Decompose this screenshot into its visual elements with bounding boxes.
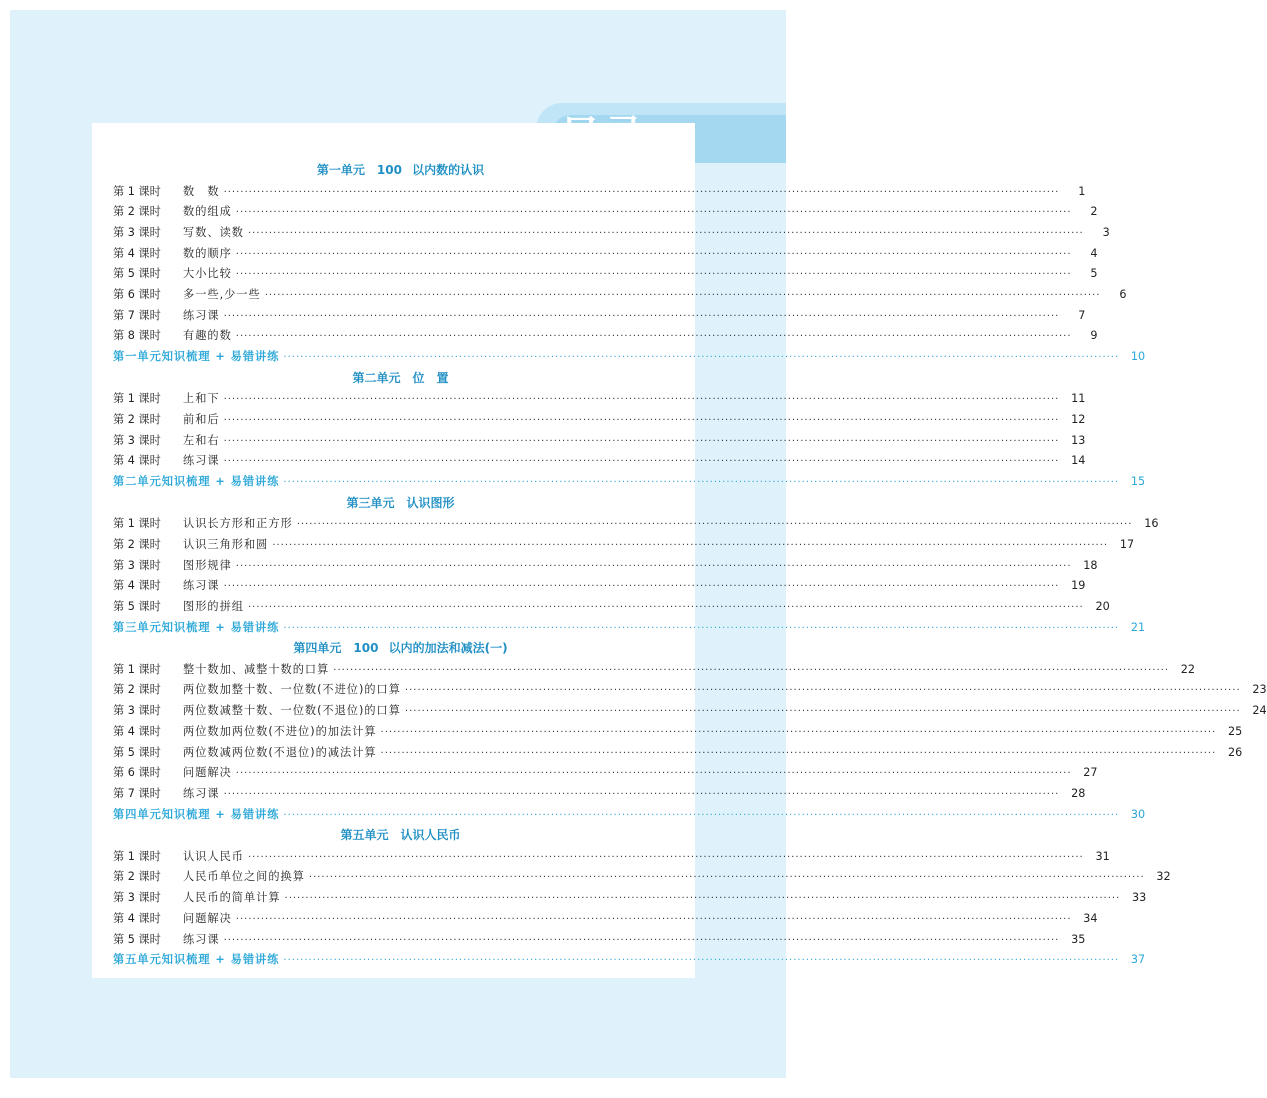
unit-review-entry[interactable] xyxy=(113,618,1146,639)
unit-title: 第四单元 100 以内的加法和减法(一) xyxy=(293,641,508,656)
lesson-number: 第 2 课时 xyxy=(113,537,161,551)
leader-dots: ········································································································································································································ xyxy=(223,394,1060,406)
review-title: 第四单元知识梳理 + 易错讲练 xyxy=(113,807,280,821)
lesson-number: 第 4 课时 xyxy=(113,911,161,925)
lesson-title: 数 数 xyxy=(183,184,220,198)
toc-entry[interactable] xyxy=(113,306,1086,327)
leader-dots: ········································································································································································································ xyxy=(284,893,1121,905)
page-number: 2 xyxy=(1090,205,1098,219)
page-number: 5 xyxy=(1090,267,1098,281)
leader-dots: ········································································································································································································ xyxy=(333,664,1170,676)
lesson-number: 第 5 课时 xyxy=(113,932,161,946)
unit-title: 第一单元 100 以内数的认识 xyxy=(316,163,485,177)
leader-dots: ········································································································································································································ xyxy=(223,414,1060,426)
page-number: 3 xyxy=(1102,225,1110,239)
lesson-number: 第 2 课时 xyxy=(113,205,161,219)
lesson-number: 第 1 课时 xyxy=(113,517,161,531)
unit-title: 第二单元 位 置 xyxy=(352,370,449,385)
toc-entry[interactable] xyxy=(113,451,1086,472)
leader-dots: ········································································································································································································ xyxy=(283,809,1120,821)
page-number: 31 xyxy=(1095,849,1110,863)
page-number: 6 xyxy=(1119,287,1127,301)
page-number: 15 xyxy=(1130,474,1146,488)
toc-entry[interactable] xyxy=(113,847,1110,868)
lesson-title: 写数、读数 xyxy=(183,225,244,239)
page-number: 22 xyxy=(1180,662,1196,676)
lesson-title: 人民币的简单计算 xyxy=(183,891,281,905)
lesson-number: 第 3 课时 xyxy=(113,433,161,447)
lesson-number: 第 3 课时 xyxy=(113,704,161,718)
lesson-title: 上和下 xyxy=(183,392,220,406)
page-number: 34 xyxy=(1083,911,1098,925)
page-number: 4 xyxy=(1090,246,1098,260)
toc-entry[interactable] xyxy=(113,285,1127,306)
lesson-title: 左和右 xyxy=(183,433,220,447)
page-number: 1 xyxy=(1078,184,1086,198)
lesson-number: 第 8 课时 xyxy=(113,329,161,343)
leader-dots: ········································································································································································································ xyxy=(296,519,1133,531)
leader-dots: ········································································································································································································ xyxy=(380,726,1217,738)
lesson-title: 问题解决 xyxy=(183,911,232,925)
page-number: 37 xyxy=(1130,953,1146,967)
table-of-contents xyxy=(113,160,1267,971)
page-number: 20 xyxy=(1095,599,1110,613)
leader-dots: ········································································································································································································ xyxy=(235,248,1072,260)
page-number: 10 xyxy=(1130,350,1146,363)
lesson-title: 问题解决 xyxy=(183,766,232,780)
unit-review-entry[interactable] xyxy=(113,347,1146,368)
lesson-number: 第 1 课时 xyxy=(113,392,161,406)
page-number: 12 xyxy=(1071,412,1086,426)
leader-dots: ········································································································································································································ xyxy=(235,269,1072,281)
leader-dots: ········································································································································································································ xyxy=(272,539,1109,551)
leader-dots: ········································································································································································································ xyxy=(308,872,1145,884)
toc-entry[interactable] xyxy=(113,722,1243,743)
toc-entry[interactable] xyxy=(113,556,1098,577)
lesson-number: 第 1 课时 xyxy=(113,662,161,676)
toc-entry[interactable] xyxy=(113,701,1267,722)
page-number: 21 xyxy=(1130,620,1146,634)
page-number: 32 xyxy=(1156,870,1171,884)
lesson-title: 前和后 xyxy=(183,412,220,426)
toc-entry[interactable] xyxy=(113,182,1086,203)
unit-review-entry[interactable] xyxy=(113,472,1146,493)
toc-entry[interactable] xyxy=(113,431,1086,452)
lesson-number: 第 3 课时 xyxy=(113,558,161,572)
lesson-number: 第 4 课时 xyxy=(113,454,161,468)
unit-review-entry[interactable] xyxy=(113,950,1146,971)
lesson-number: 第 4 课时 xyxy=(113,246,161,260)
page-number: 17 xyxy=(1119,537,1135,551)
lesson-title: 练习课 xyxy=(183,308,220,322)
toc-entry[interactable] xyxy=(113,597,1110,618)
page-number: 16 xyxy=(1144,517,1159,531)
lesson-title: 两位数加两位数(不进位)的加法计算 xyxy=(183,724,377,738)
unit-title: 第三单元 认识图形 xyxy=(346,495,455,510)
page-number: 9 xyxy=(1090,329,1098,343)
page-number: 35 xyxy=(1071,932,1086,946)
lesson-title: 认识长方形和正方形 xyxy=(183,517,293,531)
lesson-number: 第 2 课时 xyxy=(113,412,161,426)
lesson-number: 第 1 课时 xyxy=(113,849,161,863)
leader-dots: ········································································································································································································ xyxy=(235,331,1072,343)
toc-entry[interactable] xyxy=(113,909,1098,930)
leader-dots: ········································································································································································································ xyxy=(223,186,1060,198)
leader-dots: ········································································································································································································ xyxy=(404,706,1241,718)
leader-dots: ········································································································································································································ xyxy=(283,476,1120,488)
lesson-title: 认识人民币 xyxy=(183,849,244,863)
toc-entry[interactable] xyxy=(113,326,1098,347)
review-title: 第五单元知识梳理 + 易错讲练 xyxy=(113,953,280,967)
lesson-title: 有趣的数 xyxy=(183,329,232,343)
lesson-number: 第 7 课时 xyxy=(113,308,161,322)
page-number: 23 xyxy=(1252,683,1267,697)
lesson-number: 第 5 课时 xyxy=(113,745,161,759)
lesson-number: 第 2 课时 xyxy=(113,683,161,697)
leader-dots: ········································································································································································································ xyxy=(223,934,1060,946)
page-number: 19 xyxy=(1071,579,1086,593)
toc-entry[interactable] xyxy=(113,660,1196,681)
toc-entry[interactable] xyxy=(113,389,1086,410)
toc-entry[interactable] xyxy=(113,763,1098,784)
leader-dots: ········································································································································································································ xyxy=(247,851,1084,863)
lesson-title: 图形的拼组 xyxy=(183,599,244,613)
leader-dots: ········································································································································································································ xyxy=(404,685,1241,697)
lesson-title: 人民币单位之间的换算 xyxy=(183,870,305,884)
leader-dots: ········································································································································································································ xyxy=(235,560,1072,572)
lesson-number: 第 2 课时 xyxy=(113,870,161,884)
lesson-title: 大小比较 xyxy=(183,267,232,281)
leader-dots: ········································································································································································································ xyxy=(380,747,1217,759)
lesson-title: 练习课 xyxy=(183,454,220,468)
lesson-number: 第 3 课时 xyxy=(113,891,161,905)
lesson-title: 两位数加整十数、一位数(不进位)的口算 xyxy=(183,683,401,697)
lesson-title: 认识三角形和圆 xyxy=(183,537,269,551)
lesson-title: 整十数加、减整十数的口算 xyxy=(183,662,330,676)
lesson-number: 第 1 课时 xyxy=(113,184,161,198)
page-number: 14 xyxy=(1071,454,1086,468)
page-number: 7 xyxy=(1078,308,1086,322)
lesson-number: 第 5 课时 xyxy=(113,599,161,613)
toc-entry[interactable] xyxy=(113,888,1147,909)
toc-entry[interactable] xyxy=(113,244,1098,265)
page-number: 13 xyxy=(1071,433,1086,447)
lesson-number: 第 3 课时 xyxy=(113,225,161,239)
toc-entry[interactable] xyxy=(113,743,1243,764)
leader-dots: ········································································································································································································ xyxy=(223,435,1060,447)
lesson-title: 练习课 xyxy=(183,786,220,800)
toc-entry[interactable] xyxy=(113,514,1159,535)
leader-dots: ········································································································································································································ xyxy=(235,768,1072,780)
toc-entry[interactable] xyxy=(113,680,1267,701)
lesson-title: 数的顺序 xyxy=(183,246,232,260)
lesson-number: 第 7 课时 xyxy=(113,786,161,800)
leader-dots: ········································································································································································································ xyxy=(235,913,1072,925)
review-title: 第一单元知识梳理 + 易错讲练 xyxy=(113,350,280,363)
leader-dots: ········································································································································································································ xyxy=(247,227,1084,239)
leader-dots: ········································································································································································································ xyxy=(235,207,1072,219)
leader-dots: ········································································································································································································ xyxy=(283,622,1120,634)
page-number: 25 xyxy=(1228,724,1243,738)
review-title: 第三单元知识梳理 + 易错讲练 xyxy=(113,620,280,634)
lesson-title: 两位数减两位数(不退位)的减法计算 xyxy=(183,745,377,759)
leader-dots: ········································································································································································································ xyxy=(223,788,1060,800)
page-number: 11 xyxy=(1071,392,1086,406)
page-number: 28 xyxy=(1071,786,1086,800)
leader-dots: ········································································································································································································ xyxy=(264,289,1101,301)
lesson-title: 练习课 xyxy=(183,579,220,593)
lesson-number: 第 4 课时 xyxy=(113,579,161,593)
lesson-number: 第 6 课时 xyxy=(113,766,161,780)
toc-entry[interactable] xyxy=(113,410,1086,431)
page-number: 33 xyxy=(1132,891,1147,905)
lesson-title: 数的组成 xyxy=(183,205,232,219)
toc-entry[interactable] xyxy=(113,930,1086,951)
leader-dots: ········································································································································································································ xyxy=(247,601,1084,613)
unit-review-entry[interactable] xyxy=(113,805,1146,826)
lesson-title: 两位数减整十数、一位数(不退位)的口算 xyxy=(183,704,401,718)
unit-title: 第五单元 认识人民币 xyxy=(340,828,461,843)
lesson-title: 图形规律 xyxy=(183,558,232,572)
lesson-title: 多一些,少一些 xyxy=(183,287,261,301)
lesson-number: 第 5 课时 xyxy=(113,267,161,281)
review-title: 第二单元知识梳理 + 易错讲练 xyxy=(113,474,280,488)
toc-entry[interactable] xyxy=(113,576,1086,597)
leader-dots: ········································································································································································································ xyxy=(283,955,1120,967)
page-number: 30 xyxy=(1130,807,1146,821)
lesson-title: 练习课 xyxy=(183,932,220,946)
toc-entry[interactable] xyxy=(113,867,1171,888)
lesson-number: 第 6 课时 xyxy=(113,287,161,301)
toc-entry[interactable] xyxy=(113,264,1098,285)
leader-dots: ········································································································································································································ xyxy=(223,581,1060,593)
page-number: 18 xyxy=(1083,558,1098,572)
lesson-number: 第 4 课时 xyxy=(113,724,161,738)
toc-entry[interactable] xyxy=(113,223,1110,244)
leader-dots: ········································································································································································································ xyxy=(283,352,1120,363)
leader-dots: ········································································································································································································ xyxy=(223,456,1060,468)
page-number: 27 xyxy=(1083,766,1098,780)
page-number: 24 xyxy=(1252,704,1267,718)
toc-entry[interactable] xyxy=(113,784,1086,805)
toc-entry[interactable] xyxy=(113,202,1098,223)
leader-dots: ········································································································································································································ xyxy=(223,310,1060,322)
toc-entry[interactable] xyxy=(113,535,1135,556)
page-number: 26 xyxy=(1228,745,1243,759)
